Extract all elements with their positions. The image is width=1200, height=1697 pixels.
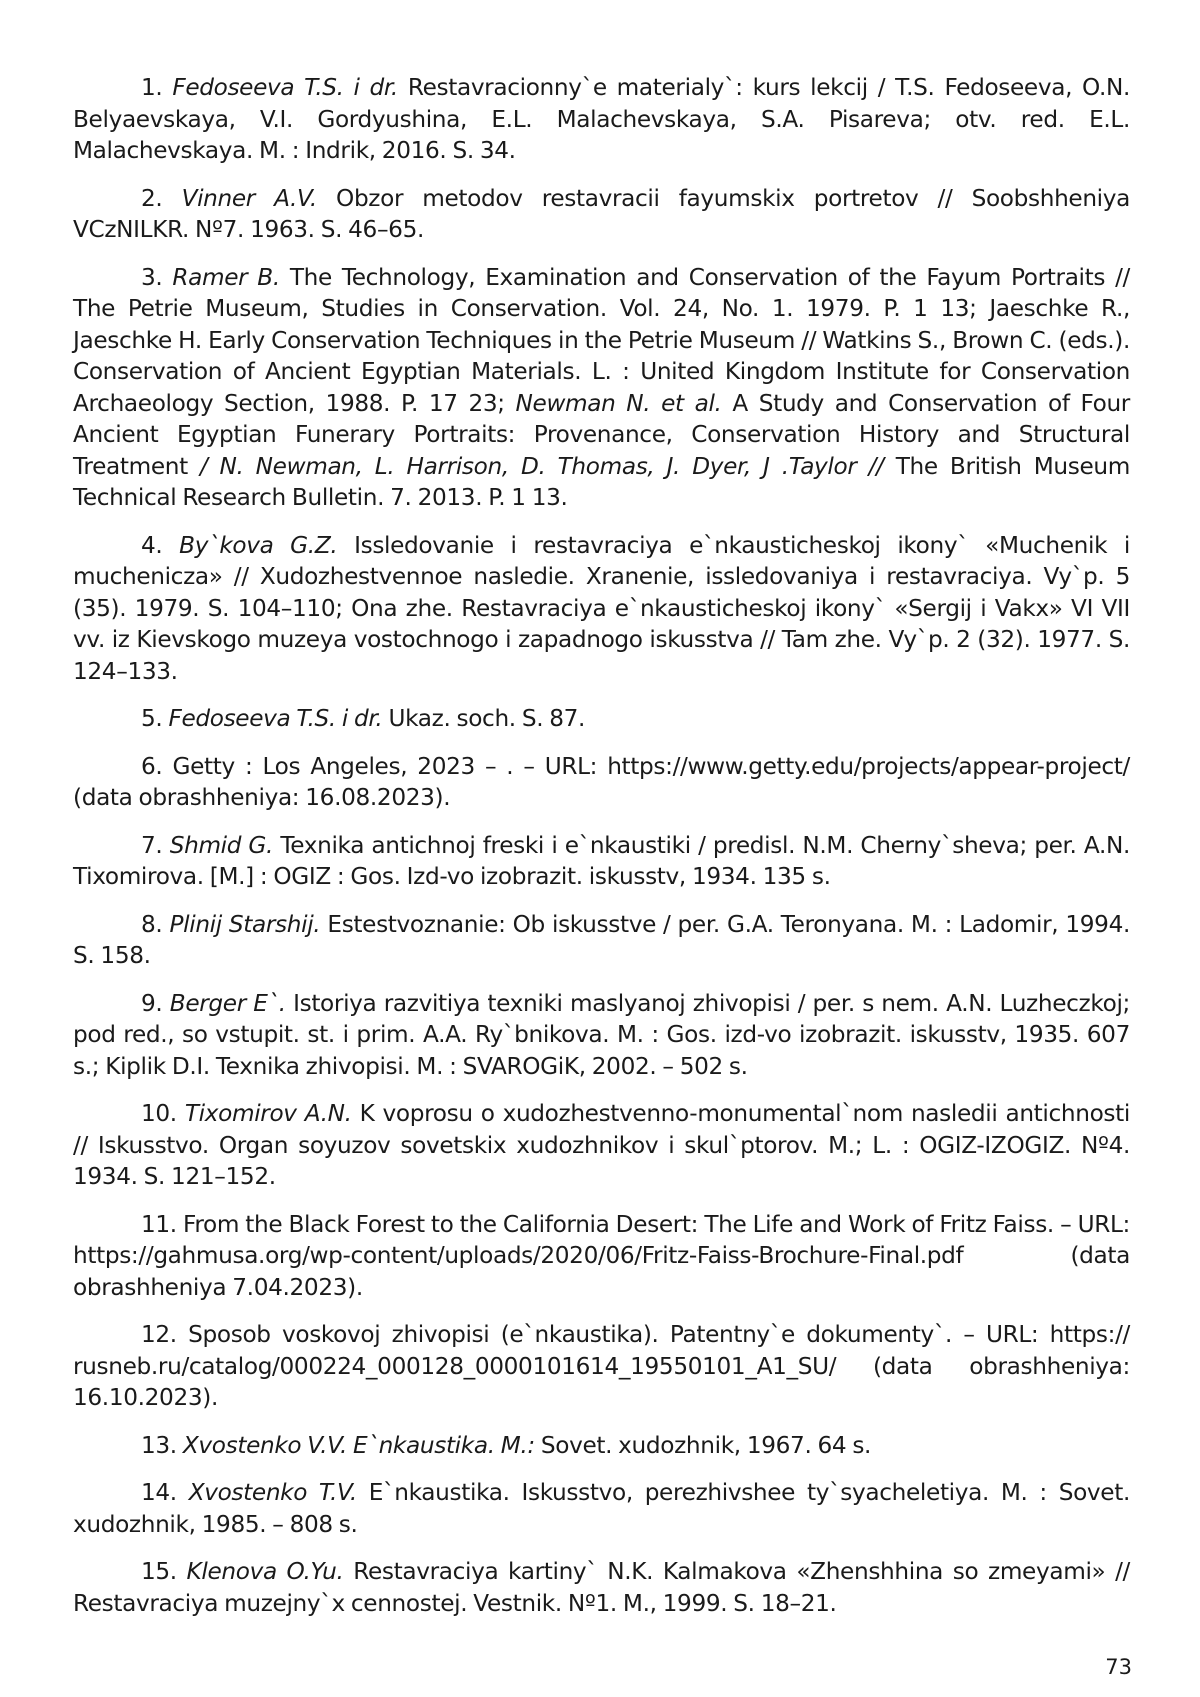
reference-number: 7. <box>141 831 163 859</box>
reference-italic-text: / N. Newman, L. Harrison, D. Thomas, J. Dyer, J .Taylor // <box>199 452 884 480</box>
reference-text: Ukaz. soch. S. 87. <box>382 705 586 732</box>
reference-item <box>73 72 1130 167</box>
reference-italic-text: Xvostenko T.V. <box>188 1479 357 1506</box>
reference-number: 8. <box>141 910 163 938</box>
reference-list <box>73 72 1130 1635</box>
reference-number: 1. <box>141 74 163 101</box>
reference-item <box>73 909 1130 972</box>
reference-text: A Study and Conservation of Four Ancient Egyptian Funerary Portraits: Provenance, Conservation History and Structural Treatment <box>73 389 1130 480</box>
reference-text: Restavracionny`e materialy`: kurs lekcij / T.S. Fedoseeva, O.N. Belyaevskaya, V.I. Gordyushina, E.L. Malachevskaya, S.A. Pisareva; otv. red. E.L. Malachevskaya. M. : Indrik, 2016. S. 34. <box>73 74 1130 164</box>
reference-item <box>73 1430 1130 1462</box>
reference-text: Texnika antichnoj freski i e`nkaustiki / predisl. N.M. Cherny`sheva; per. A.N. Tixomirova. [M.] : OGIZ : Gos. Izd-vo izobrazit. iskusstv, 1934. 135 s. <box>73 831 1130 890</box>
reference-number: 5. <box>141 705 163 732</box>
reference-number: 6. <box>141 752 163 780</box>
reference-text: Issledovanie i restavraciya e`nkausticheskoj ikony` «Muchenik i muchenicza» // Xudozhestvennoe nasledie. Xranenie, issledovaniya i restavraciya. Vy`p. 5 (35). 1979. S. 104–110; Ona zhe. Restavraciya e`nkausticheskoj ikony` «Sergij i Vakx» VI VII vv. iz Kievskogo muzeya vostochnogo i zapadnogo iskusstva // Tam zhe. Vy`p. 2 (32). 1977. S. 124–133. <box>73 531 1130 685</box>
reference-text: The Technology, Examination and Conservation of the Fayum Portraits // The Petrie Museum, Studies in Conservation. Vol. 24, No. 1. 1979. P. 1 13; Jaeschke R., Jaeschke H. Early Conservation Techniques in the Petrie Museum // Watkins S., Brown C. (eds.). Conservation of Ancient Egyptian Materials. L. : United Kingdom Institute for Conservation Archaeology Section, 1988. P. 17 23; <box>73 263 1130 417</box>
reference-text: Estestvoznanie: Ob iskusstve / per. G.A. Teronyana. M. : Ladomir, 1994. S. 158. <box>73 910 1131 969</box>
reference-text: From the Black Forest to the California Desert: The Life and Work of Fritz Faiss. – URL: https://gahmusa.org/wp-content/uploads/2020/06/Fritz-Faiss-Brochure-Final.pdf (data obrashheniya 7.04.2023). <box>73 1210 1130 1301</box>
reference-italic-text: Shmid G. <box>169 831 274 859</box>
reference-number: 15. <box>141 1558 177 1585</box>
reference-text: E`nkaustika. Iskusstvo, perezhivshee ty`syacheletiya. M. : Sovet. xudozhnik, 1985. – 808 s. <box>73 1479 1130 1538</box>
reference-item <box>73 262 1130 514</box>
reference-item <box>73 530 1130 688</box>
reference-item <box>73 1319 1130 1414</box>
page-number: 73 <box>1105 1655 1132 1679</box>
reference-text: K voprosu o xudozhestvenno-monumental`nom nasledii antichnosti // Iskusstvo. Organ soyuzov sovetskix xudozhnikov i skul`ptorov. M.; L. : OGIZ-IZOGIZ. Nº4. 1934. S. 121–152. <box>73 1100 1130 1190</box>
reference-text: Sovet. xudozhnik, 1967. 64 s. <box>534 1431 872 1459</box>
reference-italic-text: Klenova O.Yu. <box>186 1558 344 1585</box>
reference-number: 2. <box>141 184 163 212</box>
reference-item <box>73 1477 1130 1540</box>
reference-item <box>73 988 1130 1083</box>
reference-item <box>73 1209 1130 1304</box>
reference-number: 13. <box>141 1431 177 1459</box>
reference-italic-text: By`kova G.Z. <box>179 531 338 559</box>
reference-number: 9. <box>141 989 163 1017</box>
reference-italic-text: Vinner A.V. <box>181 184 317 212</box>
reference-item <box>73 830 1130 893</box>
reference-item <box>73 183 1130 246</box>
reference-number: 11. <box>141 1210 177 1238</box>
reference-text: The British Museum Technical Research Bulletin. 7. 2013. P. 1 13. <box>73 452 1131 511</box>
reference-number: 14. <box>141 1479 177 1506</box>
reference-italic-text: Fedoseeva T.S. i dr. <box>168 705 383 732</box>
reference-number: 4. <box>141 531 163 559</box>
reference-number: 12. <box>141 1321 177 1348</box>
reference-italic-text: Plinij Starshij. <box>169 910 321 938</box>
reference-item <box>73 751 1130 814</box>
reference-italic-text: Fedoseeva T.S. i dr. <box>172 74 398 101</box>
reference-italic-text: Berger E`. <box>169 989 286 1017</box>
reference-number: 3. <box>141 263 163 291</box>
reference-text: Getty : Los Angeles, 2023 – . – URL: https://www.getty.edu/projects/appear-project/ (data obrashheniya: 16.08.2023). <box>73 752 1130 811</box>
reference-text: Restavraciya kartiny` N.K. Kalmakova «Zhenshhina so zmeyami» // Restavraciya muzejny`x cennostej. Vestnik. Nº1. M., 1999. S. 18–21. <box>73 1558 1130 1617</box>
reference-item <box>73 1098 1130 1193</box>
reference-text: Sposob voskovoj zhivopisi (e`nkaustika). Patentny`e dokumenty`. – URL: https:// rusneb.ru/catalog/000224_000128_0000101614_19550101_A1_SU/ (data obrashheniya: 16.10.2023). <box>73 1321 1130 1411</box>
reference-italic-text: Ramer B. <box>172 263 280 291</box>
reference-italic-text: Newman N. et al. <box>515 389 722 417</box>
reference-number: 10. <box>141 1100 177 1127</box>
reference-text: Istoriya razvitiya texniki maslyanoj zhivopisi / per. s nem. A.N. Luzheczkoj; pod red., so vstupit. st. i prim. A.A. Ry`bnikova. M. : Gos. izd-vo izobrazit. iskusstv, 1935. 607 s.; Kiplik D.I. Texnika zhivopisi. M. : SVAROGiK, 2002. – 502 s. <box>73 989 1131 1080</box>
reference-item <box>73 1556 1130 1619</box>
reference-italic-text: Xvostenko V.V. E`nkaustika. M.: <box>182 1431 535 1459</box>
reference-italic-text: Tixomirov A.N. <box>184 1100 352 1127</box>
reference-text: Obzor metodov restavracii fayumskix portretov // Soobshheniya VCzNILKR. Nº7. 1963. S. 46–65. <box>73 184 1130 243</box>
reference-item <box>73 703 1130 735</box>
